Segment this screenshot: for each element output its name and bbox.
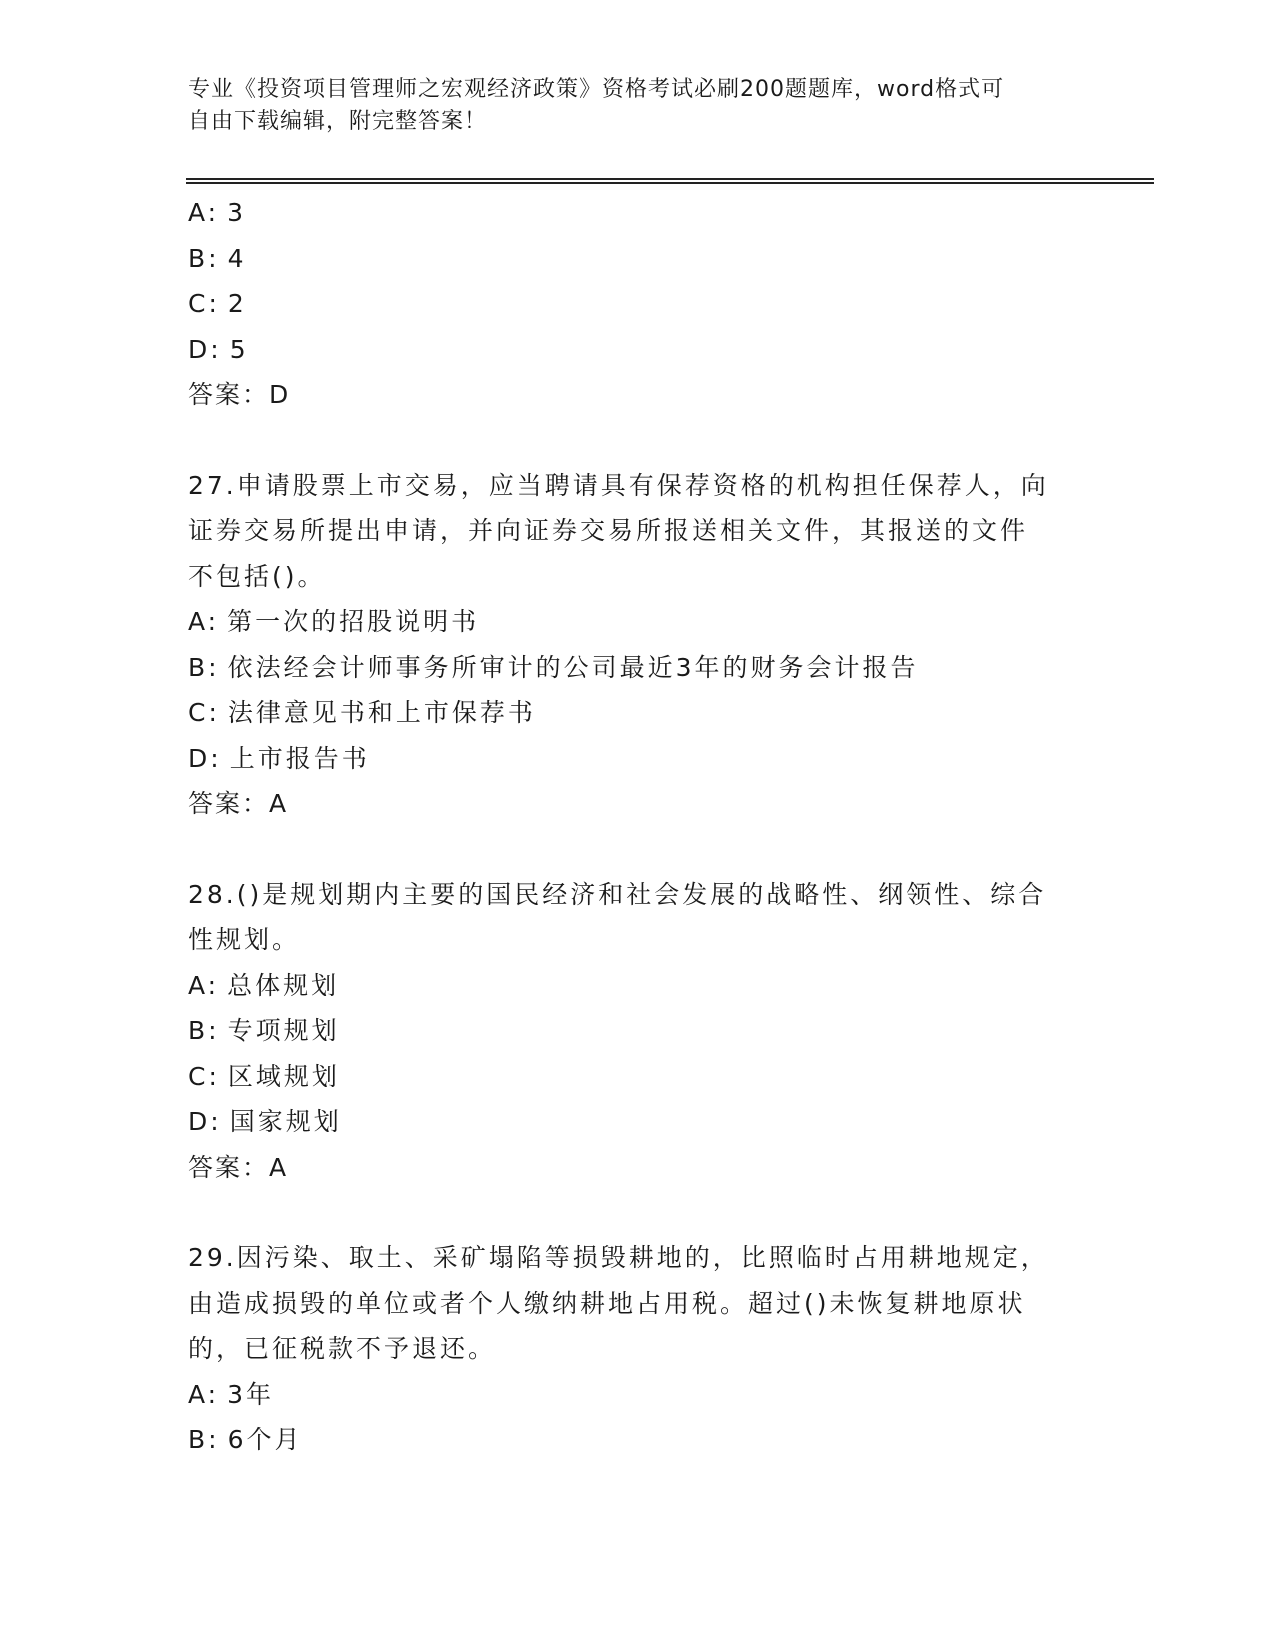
question-text-line: 27.申请股票上市交易，应当聘请具有保荐资格的机构担任保荐人，向 (188, 470, 1049, 500)
option-a: A: 3 (188, 198, 246, 227)
option-b: B: 依法经会计师事务所审计的公司最近3年的财务会计报告 (188, 652, 919, 682)
question-text-line: 性规划。 (188, 925, 301, 954)
header-divider (186, 178, 1154, 183)
question-28 (188, 872, 1088, 1191)
question-text-line: 29.因污染、取土、采矿塌陷等损毁耕地的，比照临时占用耕地规定， (188, 1243, 1049, 1272)
question-29 (188, 1235, 1088, 1463)
question-text-line: 不包括()。 (188, 561, 326, 591)
option-c: C: 法律意见书和上市保荐书 (188, 698, 536, 727)
option-d: D: 5 (188, 334, 249, 364)
option-b: B: 专项规划 (188, 1016, 340, 1045)
option-c: C: 区域规划 (188, 1061, 340, 1091)
option-d: D: 国家规划 (188, 1107, 342, 1136)
answer: 答案：A (188, 789, 289, 818)
option-c: C: 2 (188, 289, 247, 318)
option-a: A: 3年 (188, 1379, 274, 1409)
answer: 答案：A (188, 1152, 289, 1182)
question-text-line: 28.()是规划期内主要的国民经济和社会发展的战略性、纲领性、综合 (188, 879, 1047, 909)
document-body (188, 190, 1088, 1463)
question-text-line: 由造成损毁的单位或者个人缴纳耕地占用税。超过()未恢复耕地原状 (188, 1288, 1026, 1318)
question-text-line: 的，已征税款不予退还。 (188, 1334, 497, 1363)
question-26-continued (188, 190, 1088, 418)
option-a: A: 总体规划 (188, 970, 340, 1000)
option-a: A: 第一次的招股说明书 (188, 607, 480, 636)
header-line-2: 自由下载编辑，附完整答案！ (188, 109, 488, 134)
option-b: B: 6个月 (188, 1425, 303, 1454)
option-d: D: 上市报告书 (188, 743, 370, 773)
question-27 (188, 463, 1088, 827)
header-line-1: 专业《投资项目管理师之宏观经济政策》资格考试必刷200题题库，word格式可 (188, 77, 1005, 102)
question-text-line: 证券交易所提出申请，并向证券交易所报送相关文件，其报送的文件 (188, 516, 1029, 545)
document-header (188, 74, 1068, 138)
answer: 答案：D (188, 380, 291, 409)
option-b: B: 4 (188, 243, 247, 273)
